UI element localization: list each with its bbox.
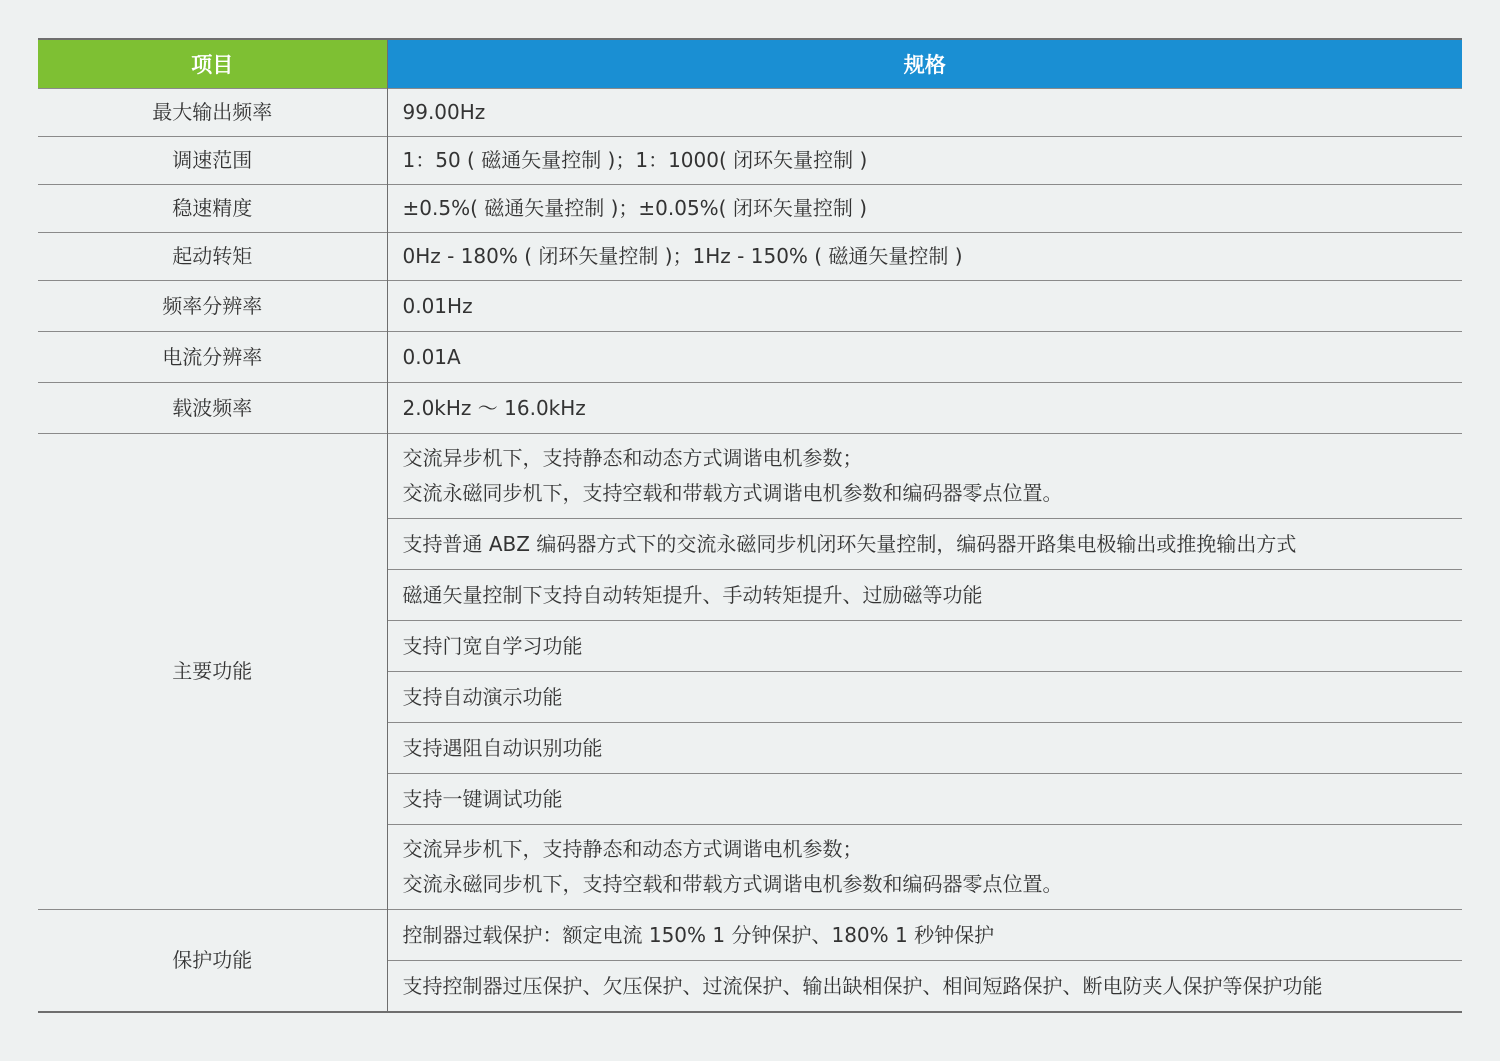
spec-cell [387, 825, 1462, 910]
spec-cell: 2.0kHz ～ 16.0kHz [387, 383, 1462, 434]
item-cell: 调速范围 [38, 137, 387, 185]
table-row [38, 233, 1462, 281]
spec-cell: 0Hz - 180% ( 闭环矢量控制 )；1Hz - 150% ( 磁通矢量控制 ) [387, 233, 1462, 281]
table-row-main-functions [38, 434, 1462, 519]
table-row [38, 332, 1462, 383]
spec-cell: 支持门宽自学习功能 [387, 621, 1462, 672]
spec-line: 交流异步机下，支持静态和动态方式调谐电机参数； [402, 837, 863, 861]
item-cell-main-functions: 主要功能 [38, 434, 387, 910]
spec-cell: 支持一键调试功能 [387, 774, 1462, 825]
item-cell: 频率分辨率 [38, 281, 387, 332]
item-cell: 最大输出频率 [38, 89, 387, 137]
item-cell: 电流分辨率 [38, 332, 387, 383]
spec-table [38, 38, 1462, 1013]
spec-cell: 支持普通 ABZ 编码器方式下的交流永磁同步机闭环矢量控制，编码器开路集电极输出或推挽输出方式 [387, 519, 1462, 570]
spec-cell: 支持遇阻自动识别功能 [387, 723, 1462, 774]
spec-cell: 支持控制器过压保护、欠压保护、过流保护、输出缺相保护、相间短路保护、断电防夹人保护等保护功能 [387, 961, 1462, 1013]
table-row [38, 137, 1462, 185]
spec-cell: 99.00Hz [387, 89, 1462, 137]
header-row [38, 39, 1462, 89]
spec-cell: 支持自动演示功能 [387, 672, 1462, 723]
spec-cell: 0.01A [387, 332, 1462, 383]
header-item: 项目 [38, 39, 387, 89]
spec-cell [387, 434, 1462, 519]
table-row-protection [38, 910, 1462, 961]
spec-line: 交流异步机下，支持静态和动态方式调谐电机参数； [402, 446, 863, 470]
spec-cell: ±0.5%( 磁通矢量控制 )；±0.05%( 闭环矢量控制 ) [387, 185, 1462, 233]
spec-cell: 0.01Hz [387, 281, 1462, 332]
spec-cell: 磁通矢量控制下支持自动转矩提升、手动转矩提升、过励磁等功能 [387, 570, 1462, 621]
table-row [38, 383, 1462, 434]
item-cell: 载波频率 [38, 383, 387, 434]
table-row [38, 185, 1462, 233]
spec-cell: 1：50 ( 磁通矢量控制 )；1：1000( 闭环矢量控制 ) [387, 137, 1462, 185]
item-cell-protection: 保护功能 [38, 910, 387, 1013]
table-row [38, 281, 1462, 332]
spec-cell: 控制器过载保护：额定电流 150% 1 分钟保护、180% 1 秒钟保护 [387, 910, 1462, 961]
item-cell: 起动转矩 [38, 233, 387, 281]
spec-line: 交流永磁同步机下，支持空载和带载方式调谐电机参数和编码器零点位置。 [402, 872, 1063, 896]
header-spec: 规格 [387, 39, 1462, 89]
spec-line: 交流永磁同步机下，支持空载和带载方式调谐电机参数和编码器零点位置。 [402, 481, 1063, 505]
table-row [38, 89, 1462, 137]
item-cell: 稳速精度 [38, 185, 387, 233]
